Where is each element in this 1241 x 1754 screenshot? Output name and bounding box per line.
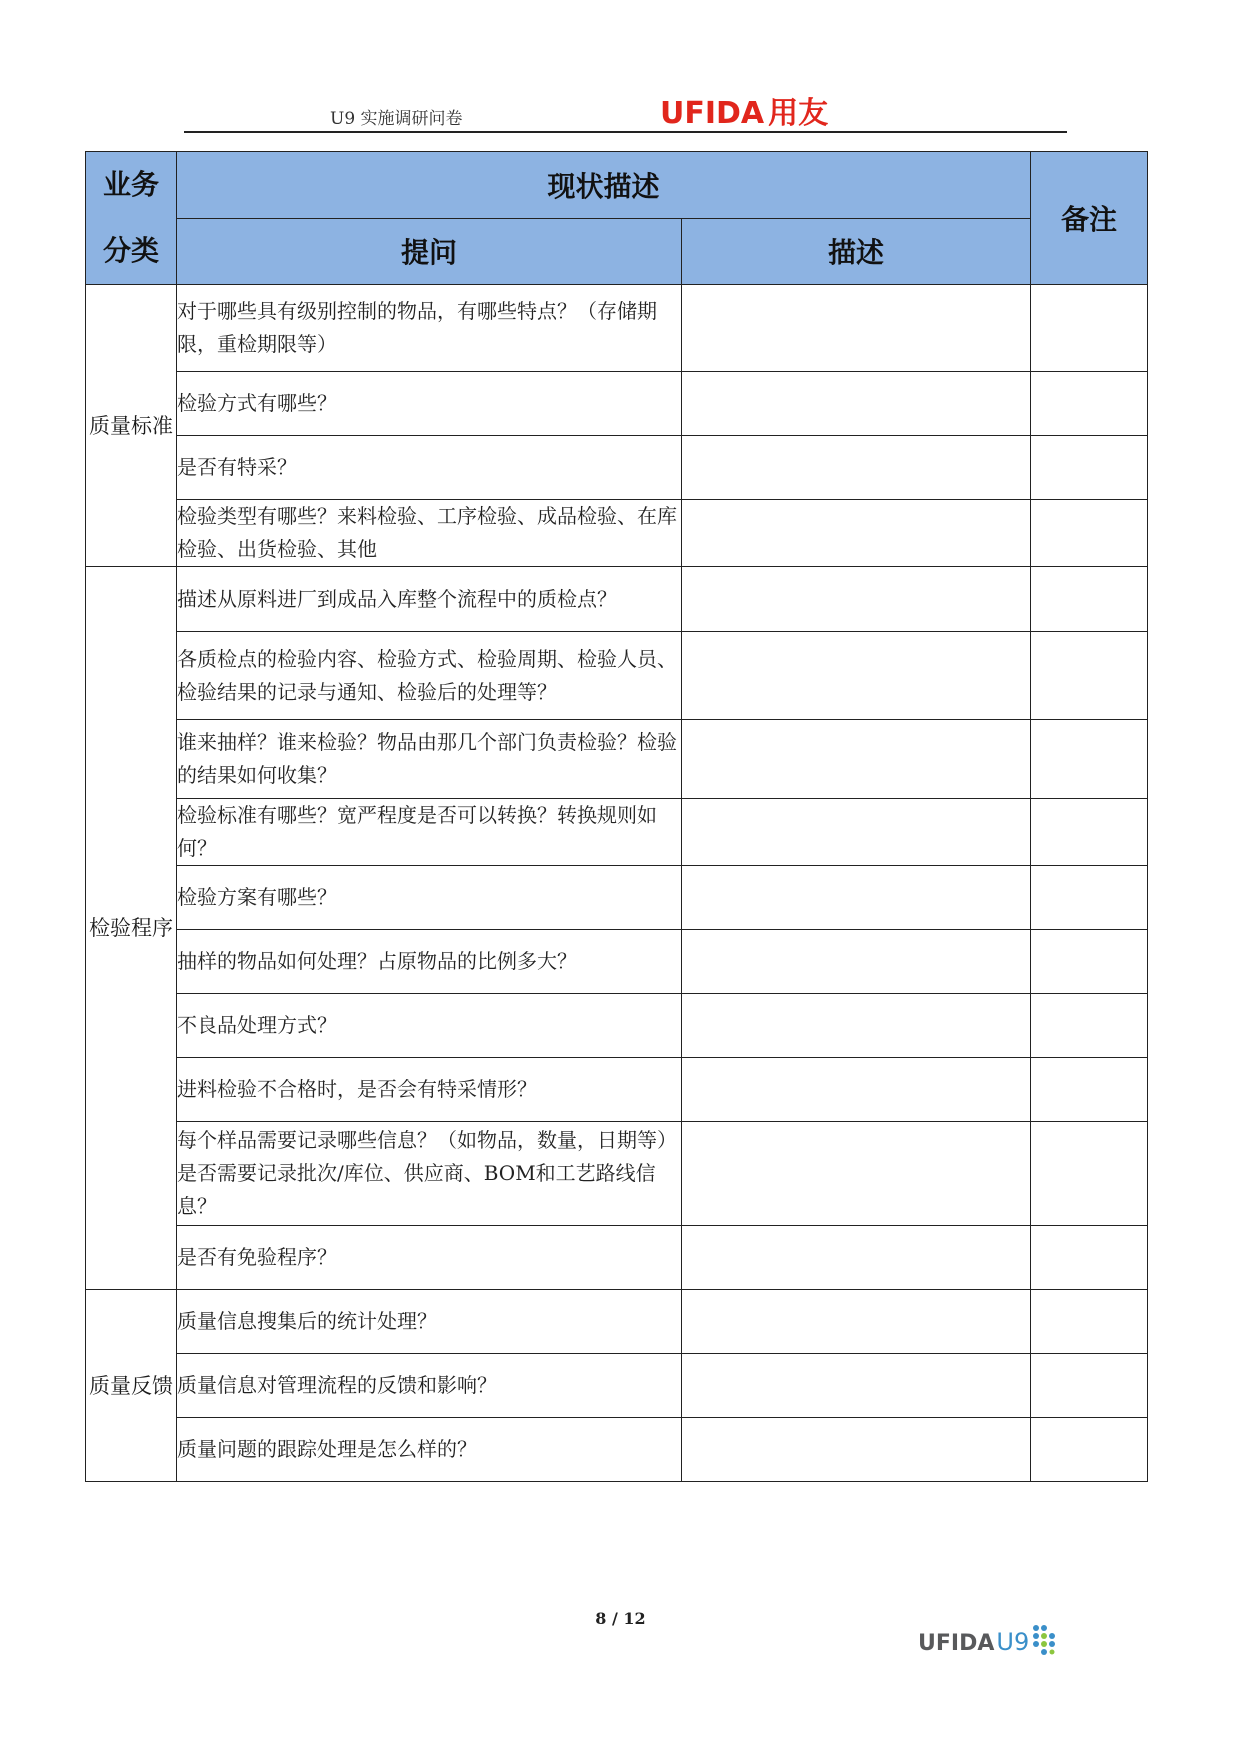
- description-cell[interactable]: [682, 866, 1031, 930]
- question-cell: 谁来抽样？谁来检验？物品由那几个部门负责检验？检验的结果如何收集？: [177, 720, 682, 799]
- remark-cell[interactable]: [1031, 285, 1148, 372]
- logo-text: UFIDA: [660, 96, 765, 131]
- description-cell[interactable]: [682, 285, 1031, 372]
- remark-cell[interactable]: [1031, 1226, 1148, 1290]
- table-row: [86, 866, 1148, 930]
- header-question: 提问: [177, 218, 682, 285]
- header-category-line1: 业务: [102, 168, 159, 201]
- description-cell[interactable]: [682, 632, 1031, 720]
- question-cell: 描述从原料进厂到成品入库整个流程中的质检点？: [177, 567, 682, 632]
- document-title: U9 实施调研问卷: [330, 109, 463, 129]
- remark-cell[interactable]: [1031, 1290, 1148, 1354]
- header-rule: [184, 131, 1067, 133]
- description-cell[interactable]: [682, 1122, 1031, 1226]
- remark-cell[interactable]: [1031, 1418, 1148, 1482]
- remark-cell[interactable]: [1031, 1354, 1148, 1418]
- table-row: [86, 1122, 1148, 1226]
- remark-cell[interactable]: [1031, 720, 1148, 799]
- remark-cell[interactable]: [1031, 1122, 1148, 1226]
- table-row: [86, 1418, 1148, 1482]
- table-row: [86, 720, 1148, 799]
- description-cell[interactable]: [682, 720, 1031, 799]
- page-number: 8 / 12: [595, 1609, 646, 1628]
- remark-cell[interactable]: [1031, 994, 1148, 1058]
- table-row: [86, 1226, 1148, 1290]
- table-row: [86, 567, 1148, 632]
- table-row: [86, 1354, 1148, 1418]
- question-cell: 质量信息对管理流程的反馈和影响？: [177, 1354, 682, 1418]
- category-cell: 检验程序: [86, 567, 177, 1290]
- remark-cell[interactable]: [1031, 436, 1148, 500]
- table-row: [86, 372, 1148, 436]
- question-cell: 质量信息搜集后的统计处理？: [177, 1290, 682, 1354]
- survey-table: [85, 151, 1148, 1482]
- description-cell[interactable]: [682, 1226, 1031, 1290]
- footer-brand-text: UFIDA: [918, 1631, 995, 1656]
- ufida-logo: [660, 88, 828, 132]
- question-cell: 各质检点的检验内容、检验方式、检验周期、检验人员、检验结果的记录与通知、检验后的处理等？: [177, 632, 682, 720]
- description-cell[interactable]: [682, 436, 1031, 500]
- header-category: [86, 152, 177, 285]
- remark-cell[interactable]: [1031, 500, 1148, 567]
- remark-cell[interactable]: [1031, 372, 1148, 436]
- question-cell: 进料检验不合格时，是否会有特采情形？: [177, 1058, 682, 1122]
- question-cell: 是否有特采？: [177, 436, 682, 500]
- header-category-line2: 分类: [102, 234, 159, 267]
- table-row: [86, 632, 1148, 720]
- table-row: [86, 1058, 1148, 1122]
- logo-cn: 用友: [768, 96, 829, 131]
- description-cell[interactable]: [682, 1058, 1031, 1122]
- table-row: [86, 1290, 1148, 1354]
- description-cell[interactable]: [682, 1354, 1031, 1418]
- description-cell[interactable]: [682, 994, 1031, 1058]
- question-cell: 每个样品需要记录哪些信息？（如物品，数量，日期等）是否需要记录批次/库位、供应商、BOM和工艺路线信息？: [177, 1122, 682, 1226]
- question-cell: 检验方案有哪些？: [177, 866, 682, 930]
- remark-cell[interactable]: [1031, 930, 1148, 994]
- header-status: 现状描述: [177, 152, 1031, 219]
- table-row: [86, 994, 1148, 1058]
- table-row: [86, 799, 1148, 866]
- table-row: [86, 285, 1148, 372]
- description-cell[interactable]: [682, 372, 1031, 436]
- description-cell[interactable]: [682, 500, 1031, 567]
- header-remark: 备注: [1031, 152, 1148, 285]
- description-cell[interactable]: [682, 799, 1031, 866]
- category-cell: 质量标准: [86, 285, 177, 567]
- remark-cell[interactable]: [1031, 1058, 1148, 1122]
- question-cell: 检验方式有哪些？: [177, 372, 682, 436]
- question-cell: 检验类型有哪些？来料检验、工序检验、成品检验、在库检验、出货检验、其他: [177, 500, 682, 567]
- remark-cell[interactable]: [1031, 866, 1148, 930]
- table-row: [86, 500, 1148, 567]
- question-cell: 质量问题的跟踪处理是怎么样的？: [177, 1418, 682, 1482]
- description-cell[interactable]: [682, 1290, 1031, 1354]
- description-cell[interactable]: [682, 1418, 1031, 1482]
- question-cell: 是否有免验程序？: [177, 1226, 682, 1290]
- footer-product-text: U9: [996, 1628, 1030, 1656]
- remark-cell[interactable]: [1031, 567, 1148, 632]
- remark-cell[interactable]: [1031, 632, 1148, 720]
- question-cell: 不良品处理方式？: [177, 994, 682, 1058]
- table-row: [86, 436, 1148, 500]
- question-cell: 对于哪些具有级别控制的物品，有哪些特点？（存储期限，重检期限等）: [177, 285, 682, 372]
- question-cell: 检验标准有哪些？宽严程度是否可以转换？转换规则如何？: [177, 799, 682, 866]
- dots-logo-icon: [1030, 1624, 1064, 1658]
- description-cell[interactable]: [682, 930, 1031, 994]
- remark-cell[interactable]: [1031, 799, 1148, 866]
- category-cell: 质量反馈: [86, 1290, 177, 1482]
- header-description: 描述: [682, 218, 1031, 285]
- footer-brand-logo: [918, 1628, 1029, 1656]
- question-cell: 抽样的物品如何处理？占原物品的比例多大？: [177, 930, 682, 994]
- table-row: [86, 930, 1148, 994]
- description-cell[interactable]: [682, 567, 1031, 632]
